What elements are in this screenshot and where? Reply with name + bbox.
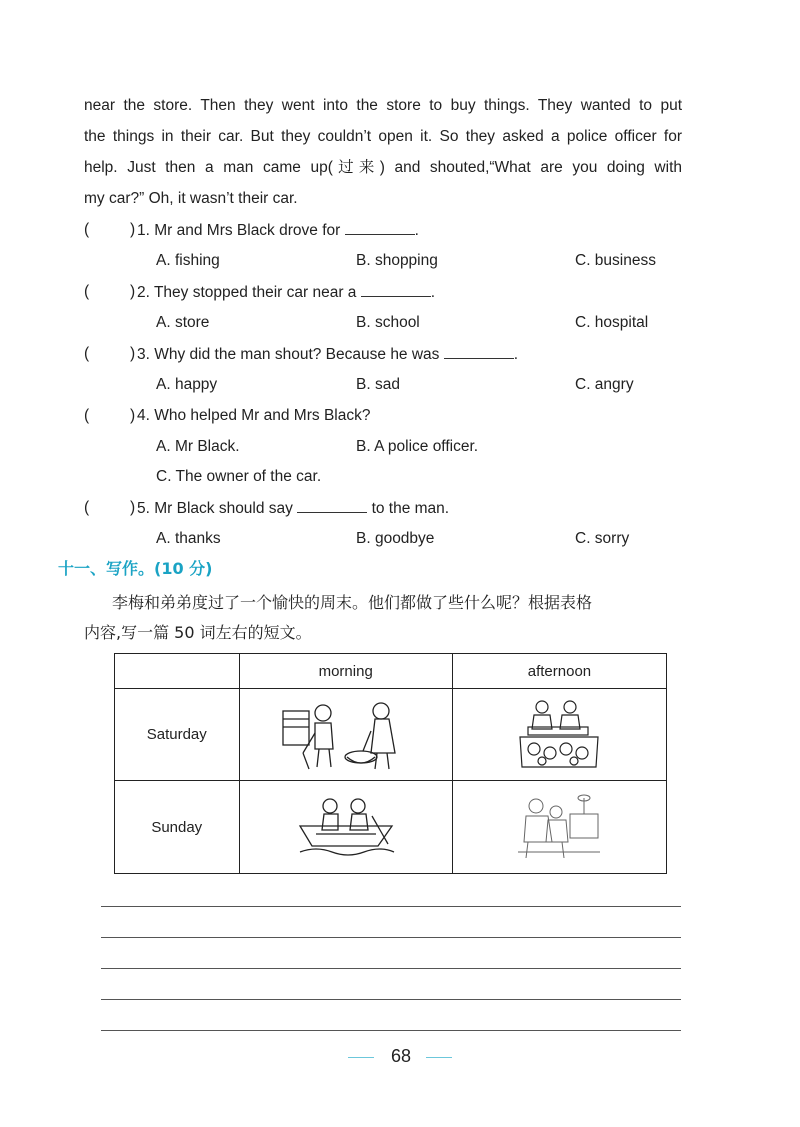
question-5-stem: 5. Mr Black should say	[137, 500, 293, 517]
col-afternoon: afternoon	[452, 654, 666, 689]
activity-table	[114, 653, 667, 874]
question-3	[137, 344, 518, 365]
row-sunday: Sunday	[115, 781, 240, 874]
passage-line-1: near the store. Then they went into the store to buy things. They wanted to put	[84, 97, 682, 114]
q4-option-b: B. A police officer.	[356, 438, 479, 455]
question-3-blank[interactable]	[444, 344, 514, 359]
answer-paren-open-1: (	[84, 221, 90, 238]
footer-dash-right	[426, 1057, 452, 1058]
table-row-saturday	[115, 689, 667, 781]
col-morning: morning	[239, 654, 452, 689]
question-1-stem: 1. Mr and Mrs Black drove for	[137, 222, 341, 239]
answer-paren-open-5: (	[84, 499, 90, 516]
answer-paren-open-4: (	[84, 407, 90, 424]
cleaning-and-washing-icon	[281, 697, 411, 773]
answer-paren-close-2: )	[130, 283, 136, 300]
saturday-morning-picture	[239, 689, 452, 781]
question-5	[137, 498, 449, 519]
q4-option-a: A. Mr Black.	[156, 438, 240, 455]
q3-option-a: A. happy	[156, 376, 218, 393]
question-2-blank[interactable]	[361, 282, 431, 297]
writing-instruction-line-1: 李梅和弟弟度过了一个愉快的周末。他们都做了些什么呢？根据表格	[112, 593, 593, 612]
question-2	[137, 282, 435, 303]
passage-line-3: help. Just then a man came up(过来) and shouted,“What are you doing with	[84, 159, 682, 176]
q2-option-b: B. school	[356, 314, 420, 331]
sunday-morning-picture	[239, 781, 452, 874]
question-5-stem-end: to the man.	[371, 500, 450, 517]
q1-option-b: B. shopping	[356, 252, 438, 269]
answer-paren-open-2: (	[84, 283, 90, 300]
footer-dash-left	[348, 1057, 374, 1058]
page-number: 68	[390, 1046, 412, 1066]
writing-line-2[interactable]	[101, 937, 681, 938]
passage-line-2: the things in their car. But they couldn’t open it. So they asked a police officer for	[84, 128, 682, 145]
writing-line-3[interactable]	[101, 968, 681, 969]
writing-line-5[interactable]	[101, 1030, 681, 1031]
q5-option-c: C. sorry	[575, 530, 630, 547]
answer-paren-close-1: )	[130, 221, 136, 238]
question-2-stem-end: .	[430, 284, 436, 301]
table-corner-cell	[115, 654, 240, 689]
writing-instruction-line-2: 内容,写一篇 50 词左右的短文。	[84, 623, 312, 642]
q3-option-b: B. sad	[356, 376, 400, 393]
watching-tv-icon	[514, 792, 604, 862]
question-5-blank[interactable]	[297, 498, 367, 513]
q1-option-c: C. business	[575, 252, 656, 269]
question-1-stem-end: .	[414, 222, 419, 239]
saturday-afternoon-picture	[452, 689, 666, 781]
row-saturday: Saturday	[115, 689, 240, 781]
question-4: 4. Who helped Mr and Mrs Black?	[137, 407, 371, 424]
q1-option-a: A. fishing	[156, 252, 220, 269]
answer-paren-close-5: )	[130, 499, 136, 516]
writing-line-1[interactable]	[101, 906, 681, 907]
answer-paren-open-3: (	[84, 345, 90, 362]
writing-line-4[interactable]	[101, 999, 681, 1000]
question-3-stem: 3. Why did the man shout? Because he was	[137, 346, 440, 363]
passage-line-4: my car?” Oh, it wasn’t their car.	[84, 190, 298, 207]
playing-chess-icon	[514, 697, 604, 773]
sunday-afternoon-picture	[452, 781, 666, 874]
boating-icon	[296, 794, 396, 860]
writing-section-heading: 十一、写作。(10 分)	[58, 559, 213, 578]
answer-paren-close-3: )	[130, 345, 136, 362]
answer-paren-close-4: )	[130, 407, 136, 424]
q5-option-b: B. goodbye	[356, 530, 435, 547]
q4-option-c: C. The owner of the car.	[156, 468, 322, 485]
table-row-sunday	[115, 781, 667, 874]
table-header-row	[115, 654, 667, 689]
question-3-stem-end: .	[513, 346, 519, 363]
q3-option-c: C. angry	[575, 376, 634, 393]
question-1	[137, 220, 419, 241]
question-1-blank[interactable]	[345, 220, 415, 235]
q5-option-a: A. thanks	[156, 530, 221, 547]
q2-option-c: C. hospital	[575, 314, 649, 331]
q2-option-a: A. store	[156, 314, 210, 331]
question-2-stem: 2. They stopped their car near a	[137, 284, 357, 301]
